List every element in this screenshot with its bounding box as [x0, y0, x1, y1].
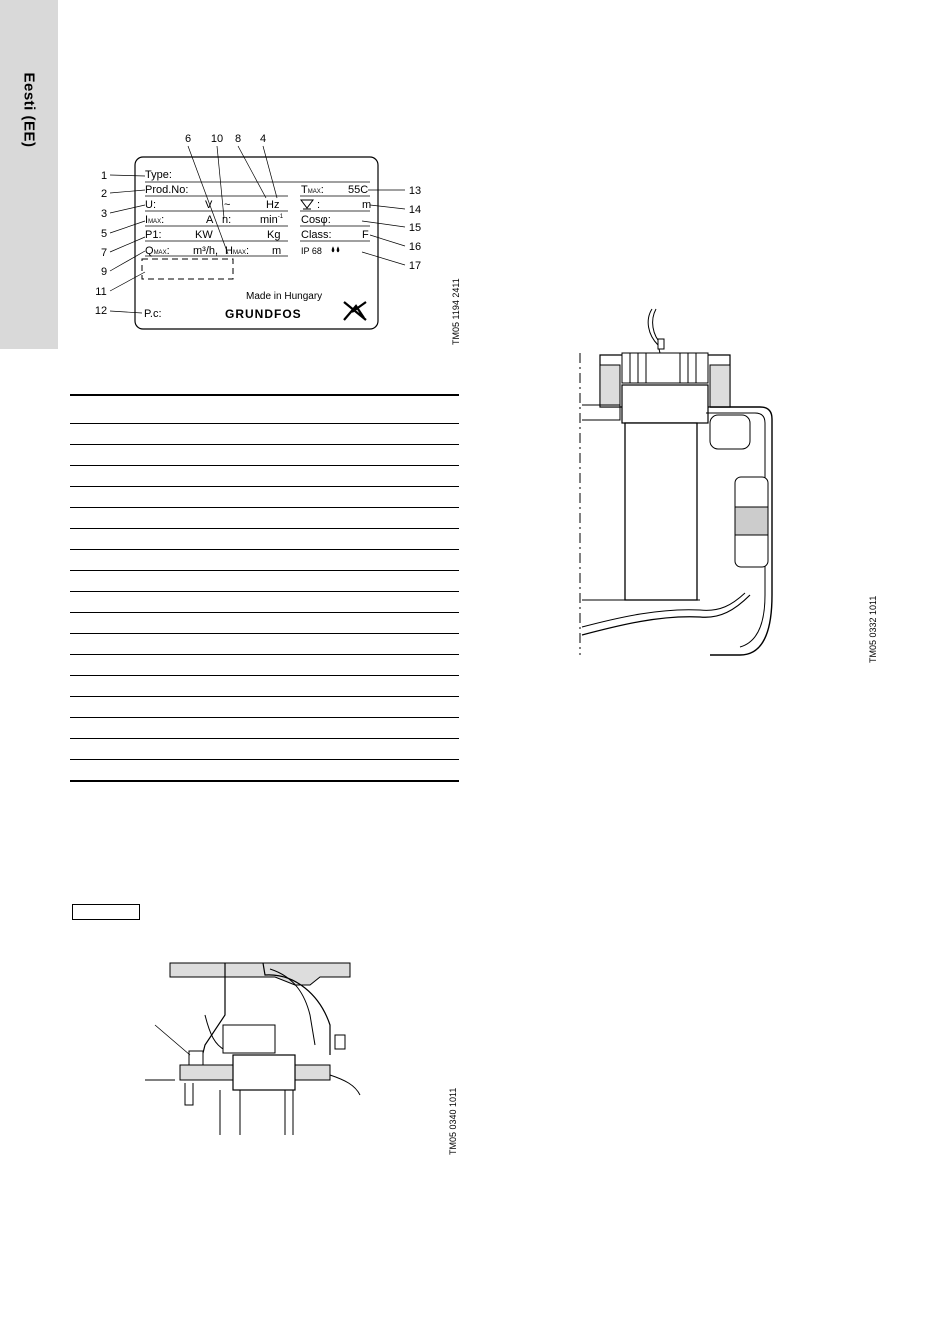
pc-label: P.c: — [144, 308, 162, 320]
depth-m-unit: m — [362, 199, 372, 211]
kw-unit: KW — [195, 229, 213, 241]
callout-16: 16 — [408, 241, 422, 253]
tmax-sub: MAX — [307, 189, 321, 195]
blank-table — [70, 394, 459, 782]
nameplate-figure — [0, 0, 470, 360]
qmax-label: Q — [145, 245, 154, 257]
callout-2: 2 — [100, 188, 108, 200]
m-unit: m — [272, 245, 282, 257]
imax-label: I — [145, 214, 149, 226]
svg-text:QMAX:: QMAX: — [145, 245, 170, 257]
callout-12: 12 — [94, 305, 108, 317]
svg-text:IMAX:: IMAX: — [145, 214, 165, 226]
callout-17: 17 — [408, 260, 422, 272]
pump-cross-section-bottom — [145, 955, 375, 1140]
imax-sub: MAX — [148, 219, 162, 225]
grundfos-x-icon — [344, 302, 366, 320]
brand-logo: GRUNDFOS — [225, 307, 302, 321]
dashed-box — [142, 259, 233, 279]
v-unit: V — [205, 199, 213, 211]
callout-14: 14 — [408, 204, 422, 216]
language-label: Eesti (EE) — [20, 72, 38, 148]
empty-label-box — [72, 904, 140, 920]
callout-5: 5 — [100, 228, 108, 240]
prod-no-label: Prod.No: — [145, 184, 189, 196]
class-label: Class: — [301, 229, 332, 241]
kg-unit: Kg — [267, 229, 281, 241]
tilde: ~ — [224, 199, 231, 211]
made-in-text: Made in Hungary — [246, 291, 323, 302]
pump-cross-section-right — [560, 295, 790, 665]
nameplate-outline — [135, 157, 378, 329]
a-unit: A — [206, 214, 214, 226]
callout-4: 4 — [259, 133, 267, 145]
depth-triangle-icon — [301, 200, 313, 209]
hz-unit: Hz — [266, 199, 280, 211]
callout-9: 9 — [100, 266, 108, 278]
qmax-sub: MAX — [153, 250, 167, 256]
callout-8: 8 — [234, 133, 242, 145]
svg-text:min-1 — [260, 214, 284, 226]
tmax-value: 55C — [348, 184, 369, 196]
figure-code-bottom: TM05 0340 1011 — [448, 1087, 458, 1155]
callout-3: 3 — [100, 208, 108, 220]
callout-11: 11 — [95, 286, 107, 298]
water-drop-icon — [332, 247, 339, 252]
u-label: U: — [145, 199, 156, 211]
min-unit: min — [260, 214, 278, 226]
flow-unit: m³/h, — [193, 245, 219, 257]
class-value: F — [362, 229, 369, 241]
p1-label: P1: — [145, 229, 162, 241]
min-sup: -1 — [277, 214, 284, 220]
callout-13: 13 — [408, 185, 422, 197]
tmax-label: T — [301, 184, 308, 196]
callout-7: 7 — [100, 247, 108, 259]
figure-code-right: TM05 0332 1011 — [868, 595, 878, 663]
callout-1: 1 — [100, 170, 108, 182]
svg-text:HMAX:: HMAX: — [225, 245, 250, 257]
callout-6: 6 — [184, 133, 192, 145]
cos-label: Cosφ: — [301, 214, 331, 226]
type-label: Type: — [145, 169, 172, 181]
svg-text:TMAX:: TMAX: — [301, 184, 324, 196]
svg-text::: : — [317, 199, 321, 211]
hmax-sub: MAX — [232, 250, 246, 256]
callout-15: 15 — [408, 222, 422, 234]
n-label: n: — [222, 214, 232, 226]
figure-code-nameplate: TM05 1194 2411 — [451, 278, 461, 345]
callout-10: 10 — [210, 133, 224, 145]
ip-label: IP 68 — [301, 246, 322, 256]
hmax-label: H — [225, 245, 233, 257]
